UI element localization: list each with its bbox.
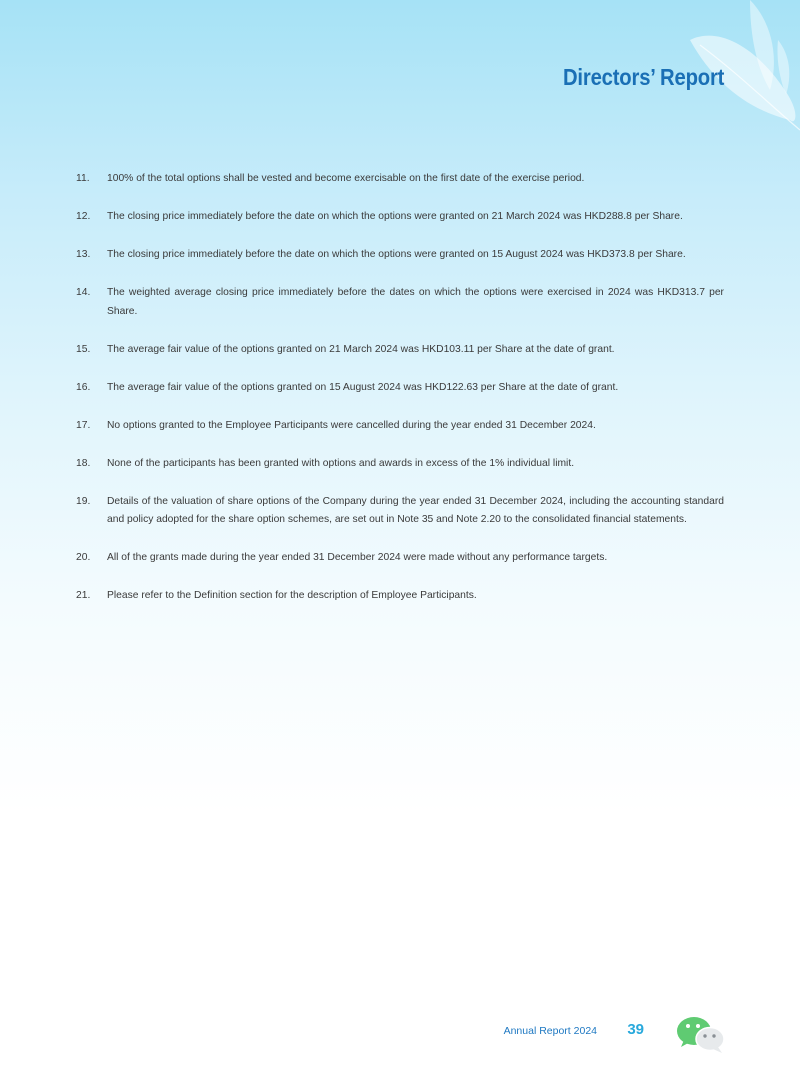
note-item (76, 549, 724, 568)
notes-list (76, 170, 724, 625)
note-number: 21. (76, 590, 91, 601)
note-item (76, 379, 724, 398)
note-item (76, 341, 724, 360)
note-number: 20. (76, 552, 91, 563)
note-text: Details of the valuation of share options of the Company during the year ended 31 December 2024, including the accounting standard and policy adopted for the share option schemes, are set out in Note 35 and Note 2.20 to the consolidated financial statements. (107, 495, 724, 525)
note-text: Please refer to the Definition section for the description of Employee Participants. (107, 590, 477, 601)
note-number: 14. (76, 287, 91, 298)
note-item (76, 246, 724, 265)
note-item (76, 284, 724, 321)
note-number: 16. (76, 381, 91, 393)
note-text: The weighted average closing price immediately before the dates on which the options were exercised in 2024 was HKD313.7 per Share. (107, 287, 724, 317)
note-number: 12. (76, 211, 91, 222)
page-title: Directors’ Report (562, 64, 724, 90)
note-text: 100% of the total options shall be vested and become exercisable on the first date of the exercise period. (107, 173, 585, 184)
note-text: No options granted to the Employee Participants were cancelled during the year ended 31 December 2024. (107, 419, 596, 431)
note-item (76, 417, 724, 436)
wechat-logo-icon (676, 1016, 726, 1054)
note-number: 11. (76, 173, 90, 184)
note-text: The average fair value of the options granted on 15 August 2024 was HKD122.63 per Share at the date of grant. (107, 381, 619, 393)
note-item (76, 170, 724, 189)
note-number: 17. (76, 419, 91, 431)
note-number: 15. (76, 343, 91, 355)
note-text: The closing price immediately before the date on which the options were granted on 15 August 2024 was HKD373.8 per Share. (107, 249, 686, 260)
page-footer (0, 1016, 800, 1056)
note-item (76, 587, 724, 606)
note-item (76, 455, 724, 474)
note-number: 19. (76, 495, 91, 507)
note-text: The average fair value of the options granted on 21 March 2024 was HKD103.11 per Share at the date of grant. (107, 343, 615, 355)
note-text: All of the grants made during the year ended 31 December 2024 were made without any performance targets. (107, 552, 608, 563)
note-number: 13. (76, 249, 91, 260)
note-number: 18. (76, 457, 91, 469)
note-text: None of the participants has been granted with options and awards in excess of the 1% individual limit. (107, 457, 575, 469)
note-text: The closing price immediately before the date on which the options were granted on 21 March 2024 was HKD288.8 per Share. (107, 211, 683, 222)
page-number: 39 (627, 1021, 644, 1038)
note-item (76, 208, 724, 227)
note-item (76, 493, 724, 530)
footer-report-label: Annual Report 2024 (503, 1025, 597, 1037)
